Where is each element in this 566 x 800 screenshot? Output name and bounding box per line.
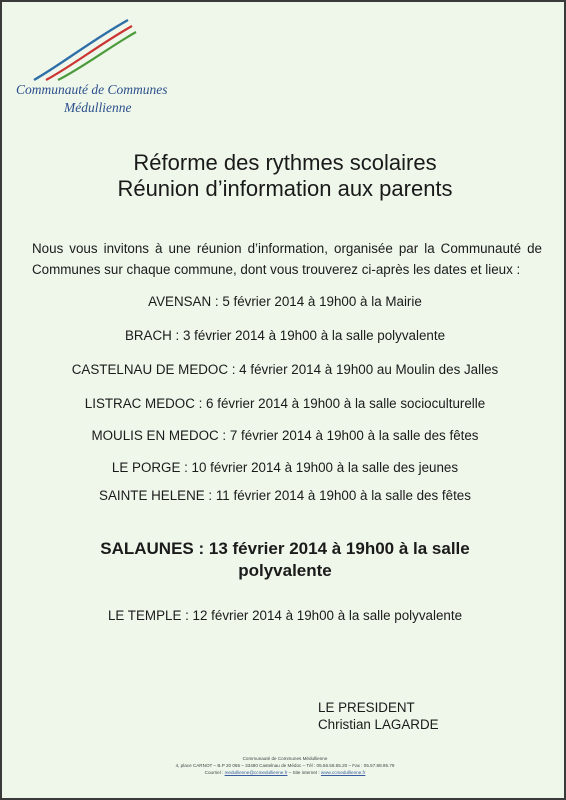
org-name-line1: Communauté de Communes <box>16 82 168 97</box>
org-name-line2: Médullienne <box>64 100 132 115</box>
organization-logo <box>16 18 166 128</box>
footer-address: 4, place CARNOT – B.P 20 065 – 33480 Castelnau de Médoc – Tél : 05.56.58.65.20 – Fax : 05.57.88.95.79 <box>175 763 395 768</box>
footer-contact <box>2 769 566 776</box>
footer-email-link[interactable]: medullienne@ccmedullienne.fr <box>224 770 288 775</box>
footer-website-link[interactable]: www.ccmedullienne.fr <box>320 770 366 775</box>
footer-website-label: – Site internet : <box>288 770 320 775</box>
intro-paragraph: Nous vous invitons à une réunion d’information, organisée par la Communauté de Communes sur chaque commune, dont vous trouverez ci-après les dates et lieux : <box>32 241 542 277</box>
page-footer <box>2 755 566 776</box>
highlighted-meeting <box>2 538 566 582</box>
logo-swoosh-icon <box>32 18 142 82</box>
footer-org-name: Communauté de Communes Médullienne <box>242 756 328 761</box>
meeting-item-listrac: LISTRAC MEDOC : 6 février 2014 à 19h00 à la salle socioculturelle <box>84 396 486 411</box>
meeting-item-moulis: MOULIS EN MEDOC : 7 février 2014 à 19h00 à la salle des fêtes <box>91 428 479 443</box>
highlighted-meeting-line2: polyvalente <box>238 561 332 580</box>
signature-block <box>318 699 439 733</box>
highlighted-meeting-line1: SALAUNES : 13 février 2014 à 19h00 à la salle <box>100 539 470 558</box>
signature-name: Christian LAGARDE <box>318 717 439 732</box>
meeting-item-le-temple: LE TEMPLE : 12 février 2014 à 19h00 à la salle polyvalente <box>107 608 463 623</box>
footer-email-label: Courriel : <box>204 770 224 775</box>
meeting-item-sainte-helene: SAINTE HELENE : 11 février 2014 à 19h00 à la salle des fêtes <box>99 488 471 503</box>
meeting-item-avensan: AVENSAN : 5 février 2014 à 19h00 à la Mairie <box>148 294 422 309</box>
document-title-line1: Réforme des rythmes scolaires <box>133 150 437 175</box>
meeting-item-castelnau: CASTELNAU DE MEDOC : 4 février 2014 à 19h00 au Moulin des Jalles <box>71 362 499 377</box>
meeting-item-le-porge: LE PORGE : 10 février 2014 à 19h00 à la salle des jeunes <box>111 460 459 475</box>
signature-role: LE PRESIDENT <box>318 700 415 715</box>
meeting-item-brach: BRACH : 3 février 2014 à 19h00 à la salle polyvalente <box>124 328 446 343</box>
document-title-line2: Réunion d’information aux parents <box>117 176 453 201</box>
